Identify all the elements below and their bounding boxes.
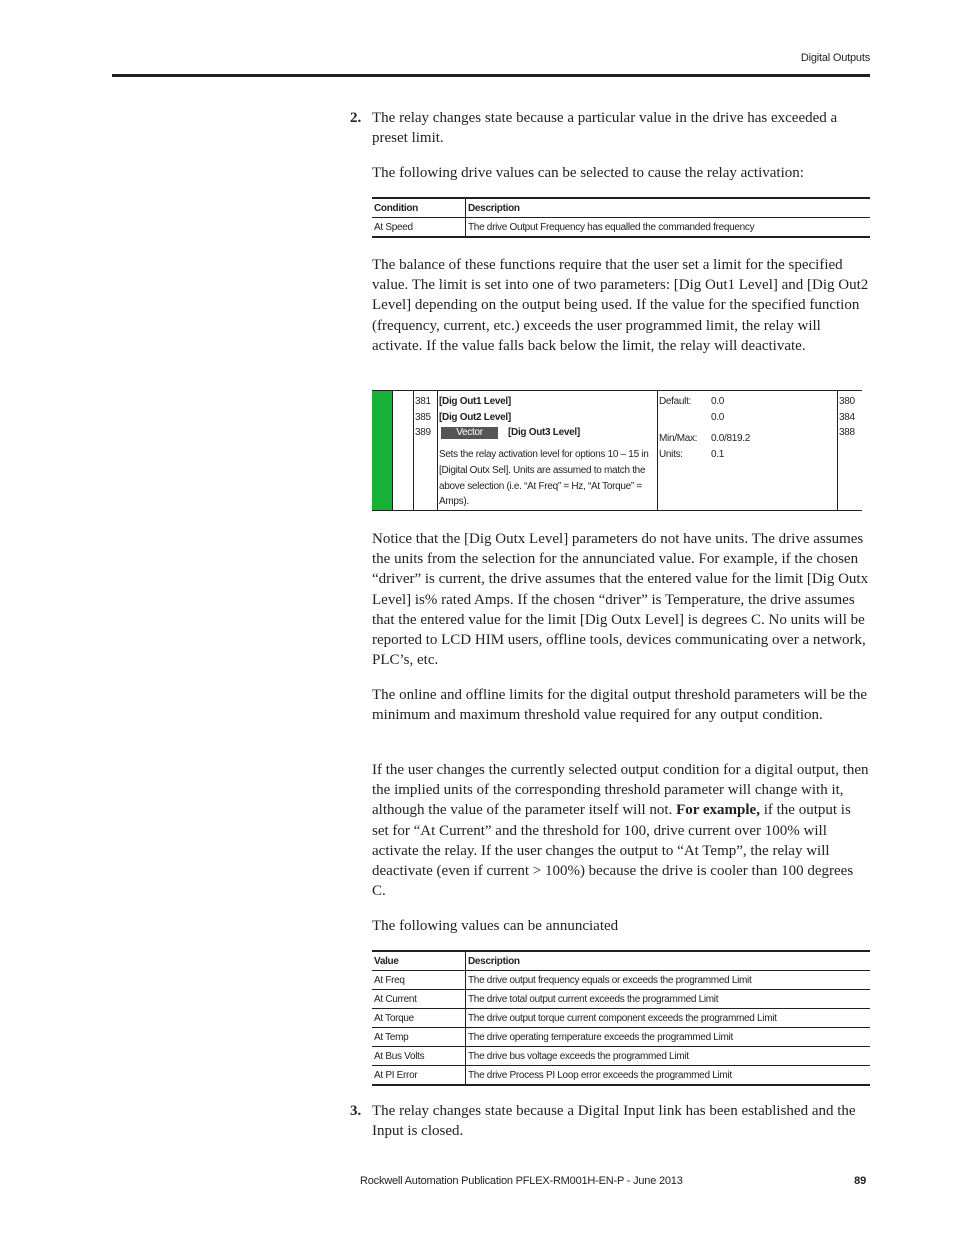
value-cell: At Freq	[372, 971, 466, 990]
condition-cell: At Speed	[372, 218, 466, 238]
description-cell: The drive output frequency equals or exceeds the programmed Limit	[468, 974, 752, 986]
parameter-name: [Dig Out2 Level]	[439, 411, 511, 423]
paragraph-bold-text: For example,	[676, 802, 760, 819]
description-cell: The drive bus voltage exceeds the programmed Limit	[468, 1050, 689, 1062]
annunciated-values-table	[372, 950, 870, 1086]
paragraph-change-condition	[372, 760, 870, 901]
value-cell: At Current	[372, 990, 466, 1009]
default-label: Default:	[659, 396, 692, 407]
page-number: 89	[854, 1175, 866, 1187]
related-parameter-number: 380	[839, 396, 855, 407]
running-header: Digital Outputs	[800, 52, 870, 64]
footer-publication: Rockwell Automation Publication PFLEX-RM001H-EN-P - June 2013	[360, 1175, 683, 1187]
vector-badge: Vector	[441, 427, 498, 439]
value-cell: At Torque	[372, 1009, 466, 1028]
value-cell: At PI Error	[372, 1066, 466, 1086]
paragraph-text: if the output is set for “At Current” and the threshold for 100, drive current over 100% will activate the relay. If the user changes the output to “At Temp”, the relay will deactivate (even if current > 100%) because the drive is cooler than 100 degrees C.	[372, 802, 854, 900]
table-row	[372, 1028, 870, 1047]
parameter-access-color-bar	[372, 391, 392, 510]
step-2-number: 2.	[350, 110, 362, 126]
minmax-value: 0.0/819.2	[711, 433, 751, 444]
step-3-text: The relay changes state because a Digital Input link has been established and the Input is closed.	[372, 1103, 856, 1140]
table-row	[372, 218, 870, 238]
description-cell: The drive output torque current component exceeds the programmed Limit	[468, 1012, 777, 1024]
description-cell: The drive operating temperature exceeds the programmed Limit	[468, 1031, 733, 1043]
step-3-number: 3.	[350, 1103, 362, 1119]
table-header-row	[372, 951, 870, 971]
value-cell: At Temp	[372, 1028, 466, 1047]
description-cell: The drive total output current exceeds the programmed Limit	[468, 993, 719, 1005]
spacer	[659, 410, 711, 432]
paragraph-annunciated: The following values can be annunciated	[372, 918, 619, 934]
column-divider	[437, 391, 438, 510]
minmax-label: Min/Max:	[659, 433, 698, 444]
column-header-value: Value	[372, 951, 466, 971]
table-row	[372, 971, 870, 990]
table-row	[372, 990, 870, 1009]
step-2-text: The relay changes state because a particular value in the drive has exceeded a preset limit.	[372, 110, 838, 147]
column-header-description: Description	[466, 951, 871, 971]
related-parameter-number: 388	[839, 427, 855, 438]
parameter-numbers	[415, 394, 437, 441]
parameter-number: 389	[415, 427, 431, 438]
paragraph-select: The following drive values can be selected to cause the relay activation:	[372, 165, 804, 181]
parameter-labels	[659, 394, 711, 462]
column-header-description: Description	[466, 198, 871, 218]
parameter-name: [Dig Out1 Level]	[439, 396, 511, 407]
parameter-block	[372, 390, 862, 511]
units-label: Units:	[659, 448, 683, 460]
condition-table	[372, 197, 870, 238]
parameter-name-row	[439, 425, 659, 441]
header-rule	[112, 74, 870, 77]
column-header-condition: Condition	[372, 198, 466, 218]
parameter-values	[711, 394, 801, 462]
column-divider	[837, 391, 838, 510]
table-header-row	[372, 198, 870, 218]
paragraph-notice: Notice that the [Dig Outx Level] parameters do not have units. The drive assumes the units from the selection for the annunciated value. For example, if the chosen “driver” is current, the drive assumes that the entered value for the limit [Dig Outx Level] is% rated Amps. If the chosen “driver” is Temperature, the drive assumes that the entered value for the limit [Dig Outx Level] is degrees C. No units will be reported to LCD HIM users, offline tools, devices communicating over a network, PLC’s, etc.	[372, 531, 869, 669]
related-parameters	[839, 394, 861, 441]
parameter-number: 381	[415, 396, 431, 407]
value-cell: At Bus Volts	[372, 1047, 466, 1066]
table-row	[372, 1066, 870, 1086]
parameter-description: Sets the relay activation level for options 10 – 15 in [Digital Outx Sel]. Units are assumed to match the above selection (i.e. “At Freq” = Hz, “At Torque” = Amps).	[439, 449, 649, 508]
related-parameter-number: 384	[839, 411, 855, 423]
units-value: 0.1	[711, 448, 725, 460]
table-row	[372, 1047, 870, 1066]
default-value: 0.0	[711, 396, 725, 407]
column-divider	[413, 391, 414, 510]
paragraph-text: If the user changes the currently selected output condition for a digital output, then the implied units of the corresponding threshold parameter will change with it, although the value of the parameter itself will not.	[372, 762, 869, 819]
description-cell: The drive Output Frequency has equalled the commanded frequency	[468, 221, 755, 233]
parameter-names	[439, 394, 659, 441]
parameter-number: 385	[415, 411, 431, 423]
table-row	[372, 1009, 870, 1028]
column-divider	[392, 391, 393, 510]
paragraph-balance: The balance of these functions require that the user set a limit for the specified value. The limit is set into one of two parameters: [Dig Out1 Level] and [Dig Out2 Level] depending on the output being used. If the value for the specified function (frequency, current, etc.) exceeds the user programmed limit, the relay will activate. If the value falls back below the limit, the relay will deactivate.	[372, 257, 869, 354]
description-cell: The drive Process PI Loop error exceeds the programmed Limit	[468, 1069, 732, 1081]
parameter-name: [Dig Out3 Level]	[508, 427, 580, 438]
default-value: 0.0	[711, 411, 725, 423]
paragraph-online-offline: The online and offline limits for the digital output threshold parameters will be the minimum and maximum threshold value required for any output condition.	[372, 687, 868, 724]
